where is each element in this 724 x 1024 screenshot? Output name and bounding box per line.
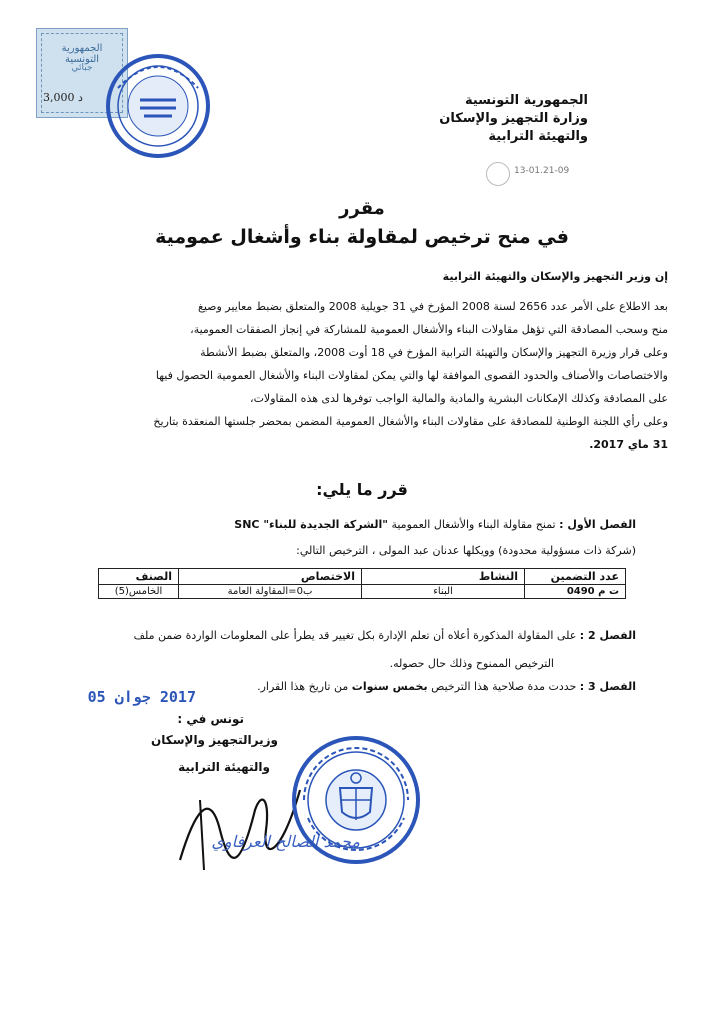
- table-cell: البناء: [362, 585, 525, 599]
- table-header-cell: الصنف: [99, 569, 179, 585]
- article-1: [234, 518, 636, 531]
- consideration-2a: وعلى قرار وزيرة التجهيز والإسكان والتهيئة الترابية المؤرخ في 18 أوت 2008، والمتعلق بضبط الأنشطة: [200, 346, 668, 359]
- article-1-company: "الشركة الجديدة للبناء" SNC: [234, 518, 388, 531]
- consideration-1a: بعد الاطلاع على الأمر عدد 2656 لسنة 2008 المؤرخ في 31 جويلية 2008 والمتعلق بضبط معايير وصيغ: [197, 300, 668, 313]
- table-header-cell: عدد التضمين: [525, 569, 626, 585]
- article-2-text: على المقاولة المذكورة أعلاه أن تعلم الإدارة بكل تغيير قد يطرأ على المعلومات الواردة ضمن ملف: [133, 629, 577, 642]
- article-3: [257, 680, 636, 693]
- table-cell: ت م 0490: [525, 585, 626, 599]
- signature-place: تونس في :: [177, 712, 244, 726]
- article-3-label: الفصل 3 :: [579, 680, 636, 693]
- signatory-name: محمد الصالح العرفاوي: [211, 832, 360, 851]
- ministry-seal-right: [288, 732, 424, 868]
- title-mukarrar: مقرر: [339, 198, 385, 219]
- table-header-cell: الاختصاص: [179, 569, 362, 585]
- table-header-row: [99, 569, 626, 585]
- table-cell: ب0=المقاولة العامة: [179, 585, 362, 599]
- table-cell: الخامس(5): [99, 585, 179, 599]
- signature-minister-2: والتهيئة الترابية: [178, 760, 270, 774]
- consideration-3a: وعلى رأي اللجنة الوطنية للمصادقة على مقاولات البناء والأشغال العمومية المضمن بمحضر جلستها المنعقدة بتاريخ: [153, 415, 668, 428]
- table-header-cell: النشاط: [362, 569, 525, 585]
- letterhead: [439, 92, 588, 146]
- article-1-text: تمنح مقاولة البناء والأشغال العمومية: [391, 518, 556, 531]
- article-1-line2: (شركة ذات مسؤولية محدودة) وويكلها عدنان عبد المولى ، الترخيص التالي:: [296, 544, 636, 557]
- ministry-seal-left: [100, 48, 216, 164]
- letterhead-republic: الجمهورية التونسية: [464, 93, 588, 108]
- reference-number: 13-01.21-09: [514, 166, 570, 176]
- article-3-post: من تاريخ هذا القرار.: [257, 680, 349, 693]
- letterhead-ministry-cont: والتهيئة الترابية: [488, 129, 588, 144]
- authorization-table: [98, 568, 626, 599]
- fiscal-stamp-title: الجمهورية التونسية: [61, 43, 103, 65]
- table-row: [99, 585, 626, 599]
- consideration-2c: على المصادقة وكذلك الإمكانات البشرية والمادية والمالية الواجب توفرها لدى هذه المقاولات،: [250, 392, 668, 405]
- date-stamp: 2017 جوان 05: [87, 688, 196, 706]
- fiscal-stamp-subtitle: جبائي: [71, 63, 93, 73]
- fiscal-stamp-amount: 3,000 د: [43, 91, 83, 104]
- article-3-bold: بخمس سنوات: [351, 680, 428, 693]
- title-subject: في منح ترخيص لمقاولة بناء وأشغال عمومية: [155, 226, 569, 248]
- article-1-label: الفصل الأول :: [559, 518, 636, 531]
- letterhead-ministry: وزارة التجهيز والإسكان: [439, 111, 588, 126]
- consideration-1b: منح وسحب المصادقة التي تؤهل مقاولات البناء والأشغال العمومية للمشاركة في إنجاز الصفقات العمومية،: [190, 323, 668, 336]
- signature-minister-1: وزيرالتجهيز والإسكان: [150, 733, 278, 747]
- ref-circle-icon: [486, 162, 510, 186]
- article-2: [134, 629, 636, 642]
- intro-line: إن وزير التجهيز والإسكان والتهيئة الترابية: [442, 270, 668, 283]
- article-2-cont: الترخيص الممنوح وذلك حال حصوله.: [389, 657, 554, 670]
- consideration-2b: والاختصاصات والأصناف والحدود القصوى الموافقة لها والتي يمكن لمقاولات البناء والأشغال العمومية الحصول فيها: [155, 369, 668, 382]
- decree-heading: قرر ما يلي:: [316, 480, 408, 499]
- considerations: [36, 295, 668, 456]
- article-3-pre: حددت مدة صلاحية هذا الترخيص: [431, 680, 577, 693]
- article-2-label: الفصل 2 :: [579, 629, 636, 642]
- consideration-3b: 31 ماي 2017.: [589, 438, 668, 451]
